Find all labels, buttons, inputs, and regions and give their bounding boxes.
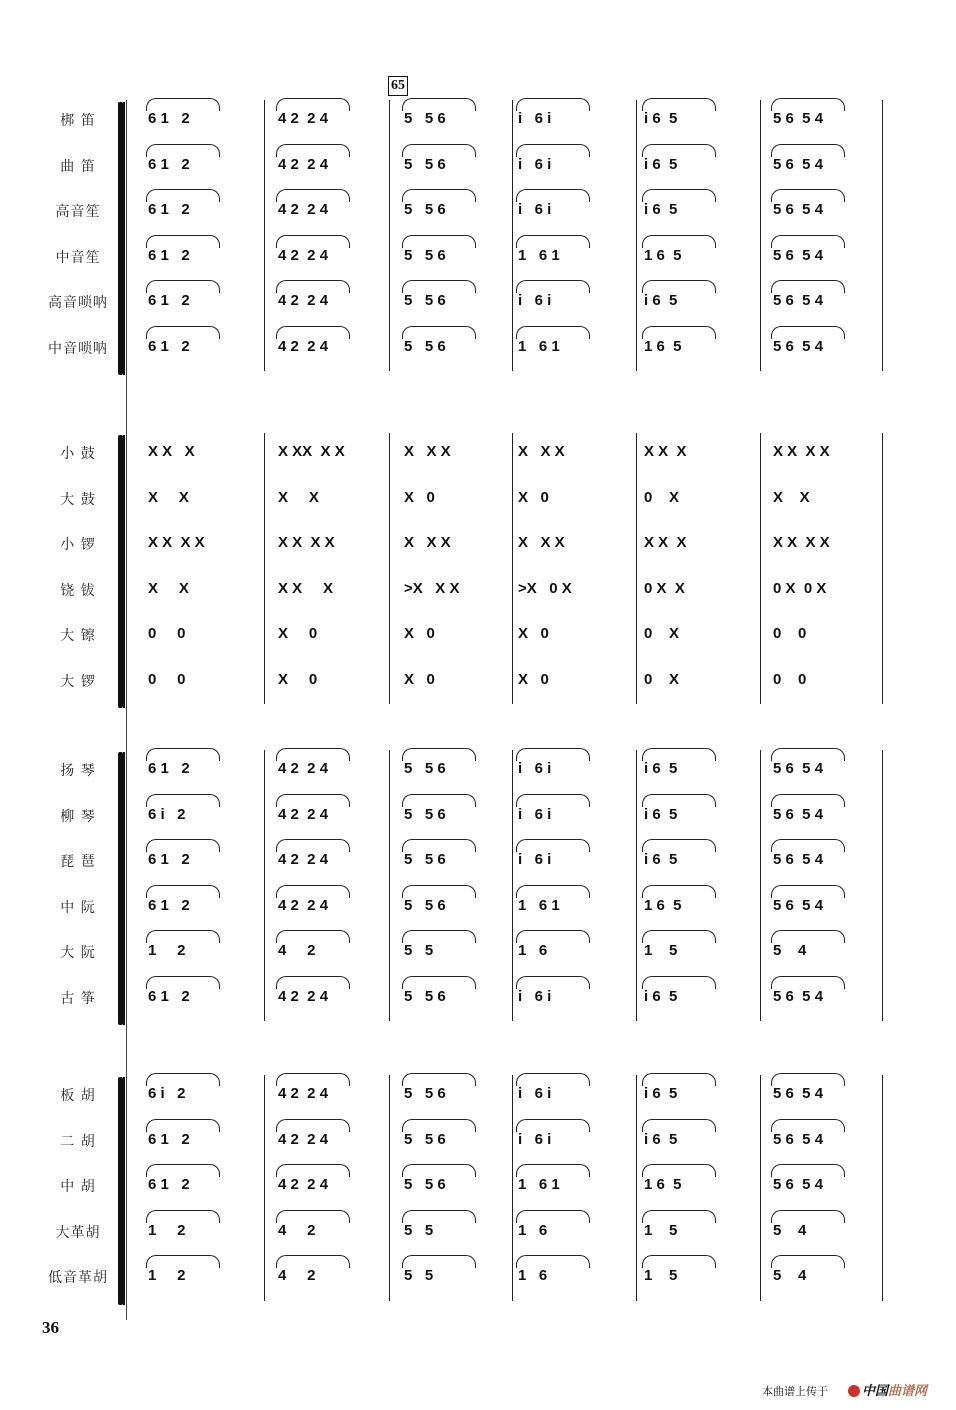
measure-cell: 6 1 2: [148, 896, 190, 914]
measure-cell: 6 1 2: [148, 155, 190, 173]
slur: [516, 189, 590, 202]
slur: [771, 189, 845, 202]
slur: [146, 748, 220, 761]
measure-cell: 6 1 2: [148, 292, 190, 309]
measure-cell: 5 5: [404, 1267, 434, 1284]
measure-cell: 1 6 5: [644, 896, 682, 914]
slur: [516, 326, 590, 339]
measure-cell: X 0: [278, 670, 318, 688]
slur: [771, 976, 845, 989]
measure-cell: X X X X: [773, 443, 830, 460]
measure-cell: 1 2: [148, 1221, 186, 1239]
measure-cell: i 6 i: [518, 110, 552, 127]
slur: [402, 930, 476, 943]
slur: [771, 1210, 845, 1223]
measure-cell: 4 2 2 4: [278, 805, 329, 823]
measure-cell: i 6 5: [644, 292, 678, 309]
barline: [389, 1075, 390, 1301]
slur: [276, 1119, 350, 1132]
measure-cell: 4 2: [278, 942, 316, 959]
slur: [516, 98, 590, 111]
slur: [276, 1210, 350, 1223]
instrument-label: 大 锣: [60, 673, 96, 690]
slur: [276, 885, 350, 898]
site-logo: 中国曲谱网: [848, 1380, 927, 1399]
measure-cell: i 6 5: [644, 1130, 678, 1148]
measure-cell: 5 5 6: [404, 246, 446, 264]
slur: [402, 1164, 476, 1177]
measure-cell: 5 5 6: [404, 1176, 446, 1193]
slur: [402, 1210, 476, 1223]
measure-cell: 6 1 2: [148, 987, 190, 1005]
slur: [642, 930, 716, 943]
measure-cell: 5 5: [404, 942, 434, 959]
slur: [146, 326, 220, 339]
instrument-label: 二 胡: [60, 1133, 96, 1150]
measure-cell: 0 0: [773, 670, 807, 688]
slur: [146, 189, 220, 202]
slur: [642, 326, 716, 339]
slur: [642, 1073, 716, 1086]
measure-cell: X X X: [404, 534, 451, 551]
measure-cell: 1 6: [518, 942, 548, 959]
slur: [642, 976, 716, 989]
measure-cell: 5 5 6: [404, 987, 446, 1005]
measure-cell: 4 2 2 4: [278, 110, 329, 127]
slur: [771, 839, 845, 852]
slur: [402, 326, 476, 339]
measure-cell: i 6 5: [644, 110, 678, 127]
measure-cell: X X: [278, 488, 319, 506]
measure-cell: 5 6 5 4: [773, 155, 824, 173]
measure-cell: X X: [148, 488, 189, 506]
instrument-label: 曲 笛: [60, 158, 96, 175]
measure-cell: 0 X: [644, 625, 680, 642]
slur: [516, 794, 590, 807]
measure-cell: i 6 5: [644, 155, 678, 173]
measure-cell: 1 6 5: [644, 246, 682, 264]
measure-cell: 5 5 6: [404, 851, 446, 868]
measure-cell: X X X: [404, 443, 451, 460]
barline: [760, 1075, 761, 1301]
measure-cell: 5 5 6: [404, 896, 446, 914]
measure-cell: i 6 i: [518, 201, 552, 218]
slur: [642, 794, 716, 807]
slur: [402, 1073, 476, 1086]
measure-cell: i 6 5: [644, 201, 678, 218]
measure-cell: 1 5: [644, 942, 678, 959]
measure-cell: 5 6 5 4: [773, 760, 824, 777]
instrument-label: 古 筝: [60, 990, 96, 1007]
slur: [642, 839, 716, 852]
measure-cell: 5 6 5 4: [773, 246, 824, 264]
slur: [146, 976, 220, 989]
slur: [402, 98, 476, 111]
measure-cell: 5 5 6: [404, 292, 446, 309]
instrument-label: 大 镲: [60, 628, 96, 644]
measure-cell: 6 1 2: [148, 337, 190, 355]
slur: [642, 144, 716, 157]
measure-cell: 6 1 2: [148, 760, 190, 777]
measure-cell: 6 i 2: [148, 805, 186, 823]
slur: [771, 1255, 845, 1268]
measure-cell: i 6 i: [518, 292, 552, 309]
footer-text: 本曲谱上传于: [762, 1385, 828, 1398]
measure-cell: i 6 i: [518, 1085, 552, 1102]
measure-cell: 5 6 5 4: [773, 896, 824, 914]
measure-cell: >X X X: [404, 579, 460, 597]
slur: [276, 930, 350, 943]
measure-cell: X 0: [518, 488, 549, 506]
slur: [771, 930, 845, 943]
measure-cell: 4 2: [278, 1267, 316, 1284]
measure-cell: 5 4: [773, 1267, 807, 1284]
measure-cell: 1 6 5: [644, 1176, 682, 1193]
slur: [402, 885, 476, 898]
slur: [276, 748, 350, 761]
group-bracket: [118, 435, 123, 708]
barline: [264, 100, 265, 371]
measure-cell: i 6 i: [518, 851, 552, 868]
measure-cell: 4 2 2 4: [278, 896, 329, 914]
slur: [642, 1255, 716, 1268]
measure-cell: 5 6 5 4: [773, 201, 824, 218]
slur: [771, 144, 845, 157]
slur: [146, 839, 220, 852]
measure-cell: 5 5 6: [404, 1085, 446, 1102]
measure-cell: 0 0: [773, 625, 807, 642]
measure-cell: i 6 i: [518, 987, 552, 1005]
slur: [402, 976, 476, 989]
measure-cell: 1 2: [148, 1267, 186, 1284]
measure-cell: 6 1 2: [148, 110, 190, 127]
slur: [402, 748, 476, 761]
slur: [276, 326, 350, 339]
measure-cell: 4 2 2 4: [278, 337, 329, 355]
slur: [402, 189, 476, 202]
barline: [760, 100, 761, 371]
slur: [771, 1164, 845, 1177]
measure-cell: i 6 5: [644, 987, 678, 1005]
slur: [516, 885, 590, 898]
measure-cell: 5 6 5 4: [773, 1176, 824, 1193]
measure-cell: 1 6 5: [644, 337, 682, 355]
measure-cell: 5 5 6: [404, 337, 446, 355]
slur: [276, 1255, 350, 1268]
measure-cell: 6 1 2: [148, 1130, 190, 1148]
slur: [771, 98, 845, 111]
barline: [882, 1075, 883, 1301]
instrument-label: 低音革胡: [48, 1270, 108, 1286]
instrument-label: 小 鼓: [60, 446, 96, 462]
barline: [512, 100, 513, 371]
instrument-label: 高音唢呐: [48, 295, 108, 311]
slur: [402, 1255, 476, 1268]
instrument-label: 高音笙: [55, 204, 101, 220]
measure-cell: 1 5: [644, 1267, 678, 1284]
measure-cell: X X X X: [278, 534, 335, 551]
instrument-label: 大 鼓: [60, 491, 96, 508]
barline: [636, 433, 637, 704]
measure-cell: X 0: [278, 625, 318, 642]
slur: [642, 885, 716, 898]
slur: [146, 98, 220, 111]
slur: [402, 280, 476, 293]
barline: [636, 750, 637, 1021]
measure-cell: 5 5: [404, 1221, 434, 1239]
measure-cell: 4 2 2 4: [278, 760, 329, 777]
slur: [516, 280, 590, 293]
measure-cell: X XX X X: [278, 443, 345, 460]
slur: [402, 235, 476, 248]
instrument-label: 中音笙: [55, 249, 101, 266]
measure-cell: >X 0 X: [518, 579, 572, 597]
slur: [516, 144, 590, 157]
measure-cell: i 6 5: [644, 851, 678, 868]
measure-cell: 0 X X: [644, 579, 685, 597]
barline: [512, 750, 513, 1021]
measure-cell: 0 X: [644, 488, 680, 506]
measure-cell: 0 X: [644, 670, 680, 688]
slur: [276, 976, 350, 989]
measure-cell: 5 6 5 4: [773, 1085, 824, 1102]
measure-cell: 4 2 2 4: [278, 246, 329, 264]
instrument-label: 中 阮: [60, 899, 96, 916]
slur: [146, 1210, 220, 1223]
slur: [642, 189, 716, 202]
instrument-label: 板 胡: [60, 1088, 96, 1104]
slur: [402, 144, 476, 157]
barline: [512, 1075, 513, 1301]
slur: [146, 280, 220, 293]
measure-cell: X 0: [518, 670, 549, 688]
measure-cell: 0 X 0 X: [773, 579, 827, 597]
measure-cell: 5 6 5 4: [773, 805, 824, 823]
slur: [276, 1073, 350, 1086]
instrument-label: 扬 琴: [60, 763, 96, 779]
slur: [771, 326, 845, 339]
measure-cell: 4 2 2 4: [278, 201, 329, 218]
barline: [882, 750, 883, 1021]
slur: [402, 839, 476, 852]
slur: [642, 98, 716, 111]
measure-cell: 6 1 2: [148, 246, 190, 264]
group-bracket: [118, 1077, 123, 1305]
instrument-label: 大 阮: [60, 945, 96, 961]
measure-cell: 4 2 2 4: [278, 155, 329, 173]
measure-cell: i 6 5: [644, 805, 678, 823]
slur: [642, 1164, 716, 1177]
slur: [146, 1164, 220, 1177]
group-bracket: [118, 752, 123, 1025]
instrument-label: 中音唢呐: [48, 340, 108, 357]
instrument-label: 小 锣: [60, 537, 96, 553]
slur: [771, 885, 845, 898]
slur: [516, 839, 590, 852]
barline: [264, 1075, 265, 1301]
measure-cell: 4 2: [278, 1221, 316, 1239]
slur: [276, 839, 350, 852]
slur: [642, 748, 716, 761]
barline: [389, 100, 390, 371]
slur: [146, 930, 220, 943]
slur: [516, 1210, 590, 1223]
slur: [516, 930, 590, 943]
measure-cell: X X X X: [148, 534, 205, 551]
slur: [276, 235, 350, 248]
measure-cell: X X: [148, 579, 189, 597]
slur: [771, 235, 845, 248]
slur: [516, 1073, 590, 1086]
logo-icon: [848, 1385, 860, 1397]
slur: [771, 1073, 845, 1086]
slur: [516, 1255, 590, 1268]
measure-cell: 4 2 2 4: [278, 1085, 329, 1102]
barline: [264, 750, 265, 1021]
measure-cell: 4 2 2 4: [278, 1176, 329, 1193]
slur: [276, 98, 350, 111]
measure-cell: X X X: [518, 534, 565, 551]
slur: [402, 794, 476, 807]
slur: [771, 1119, 845, 1132]
measure-cell: X X X: [148, 443, 195, 460]
measure-cell: X 0: [404, 670, 435, 688]
slur: [516, 1119, 590, 1132]
measure-cell: 0 0: [148, 625, 186, 642]
measure-cell: X 0: [404, 488, 435, 506]
measure-cell: i 6 i: [518, 155, 552, 173]
slur: [771, 794, 845, 807]
measure-cell: 5 4: [773, 1221, 807, 1239]
slur: [276, 144, 350, 157]
measure-cell: 5 5 6: [404, 1130, 446, 1148]
barline: [760, 433, 761, 704]
measure-cell: 6 i 2: [148, 1085, 186, 1102]
measure-cell: 4 2 2 4: [278, 1130, 329, 1148]
measure-cell: 4 2 2 4: [278, 851, 329, 868]
slur: [146, 794, 220, 807]
measure-cell: 5 6 5 4: [773, 851, 824, 868]
slur: [516, 748, 590, 761]
measure-cell: X X X: [644, 534, 687, 551]
measure-cell: 6 1 2: [148, 851, 190, 868]
measure-cell: 1 2: [148, 942, 186, 959]
measure-cell: X 0: [404, 625, 435, 642]
rehearsal-mark: 65: [388, 76, 408, 96]
measure-cell: 0 0: [148, 670, 186, 688]
instrument-label: 梆 笛: [60, 113, 96, 129]
barline: [389, 433, 390, 704]
measure-cell: 5 5 6: [404, 201, 446, 218]
measure-cell: 4 2 2 4: [278, 292, 329, 309]
slur: [642, 235, 716, 248]
instrument-label: 中 胡: [60, 1179, 96, 1195]
measure-cell: 5 5 6: [404, 760, 446, 777]
slur: [146, 1119, 220, 1132]
measure-cell: 1 6 1: [518, 1176, 560, 1193]
slur: [276, 794, 350, 807]
measure-cell: 5 5 6: [404, 155, 446, 173]
barline: [389, 750, 390, 1021]
measure-cell: 1 6 1: [518, 337, 560, 355]
slur: [146, 885, 220, 898]
measure-cell: 5 6 5 4: [773, 110, 824, 127]
measure-cell: 5 4: [773, 942, 807, 959]
instrument-label: 琵 琶: [60, 854, 96, 870]
slur: [276, 1164, 350, 1177]
measure-cell: 6 1 2: [148, 201, 190, 218]
slur: [516, 976, 590, 989]
measure-cell: i 6 5: [644, 1085, 678, 1102]
measure-cell: X X X X: [773, 534, 830, 551]
slur: [642, 1119, 716, 1132]
barline: [882, 100, 883, 371]
slur: [146, 144, 220, 157]
instrument-label: 柳 琴: [60, 808, 96, 825]
barline: [512, 433, 513, 704]
system-line: [126, 100, 127, 1320]
group-bracket: [118, 102, 123, 375]
measure-cell: 5 5 6: [404, 110, 446, 127]
measure-cell: 4 2 2 4: [278, 987, 329, 1005]
slur: [516, 1164, 590, 1177]
barline: [264, 433, 265, 704]
measure-cell: 5 6 5 4: [773, 987, 824, 1005]
measure-cell: i 6 i: [518, 760, 552, 777]
barline: [760, 750, 761, 1021]
measure-cell: X 0: [518, 625, 549, 642]
measure-cell: X X: [773, 488, 810, 506]
measure-cell: i 6 i: [518, 805, 552, 823]
barline: [636, 100, 637, 371]
slur: [276, 280, 350, 293]
measure-cell: 5 6 5 4: [773, 1130, 824, 1148]
measure-cell: 1 6: [518, 1221, 548, 1239]
slur: [146, 1073, 220, 1086]
slur: [771, 748, 845, 761]
measure-cell: 1 6: [518, 1267, 548, 1284]
slur: [146, 235, 220, 248]
measure-cell: 1 6 1: [518, 246, 560, 264]
instrument-label: 大革胡: [55, 1224, 101, 1241]
slur: [402, 1119, 476, 1132]
barline: [882, 433, 883, 704]
measure-cell: 5 6 5 4: [773, 292, 824, 309]
measure-cell: i 6 5: [644, 760, 678, 777]
measure-cell: i 6 i: [518, 1130, 552, 1148]
measure-cell: 5 5 6: [404, 805, 446, 823]
measure-cell: X X X: [278, 579, 334, 597]
measure-cell: 1 6 1: [518, 896, 560, 914]
measure-cell: 1 5: [644, 1221, 678, 1239]
barline: [636, 1075, 637, 1301]
slur: [642, 280, 716, 293]
page-number: 36: [42, 1318, 59, 1337]
instrument-label: 铙 钹: [60, 582, 96, 599]
measure-cell: X X X: [644, 443, 687, 460]
measure-cell: 6 1 2: [148, 1176, 190, 1193]
slur: [642, 1210, 716, 1223]
measure-cell: X X X: [518, 443, 565, 460]
slur: [276, 189, 350, 202]
measure-cell: 5 6 5 4: [773, 337, 824, 355]
slur: [516, 235, 590, 248]
slur: [771, 280, 845, 293]
slur: [146, 1255, 220, 1268]
